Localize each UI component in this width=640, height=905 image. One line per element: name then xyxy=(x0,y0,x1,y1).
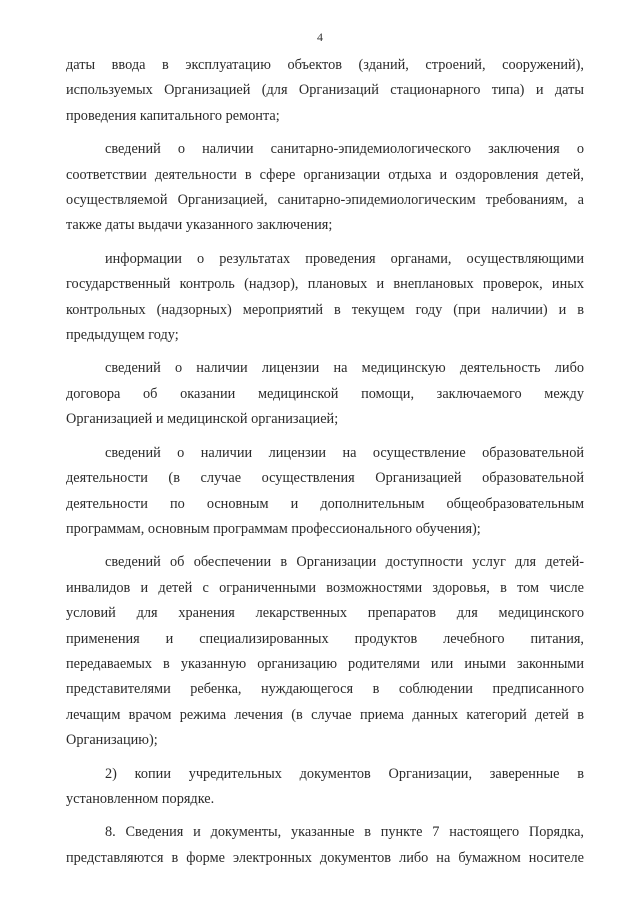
text-line: сведений о наличии санитарно-эпидемиологического заключения о xyxy=(105,141,584,158)
text-line: применения и специализированных продуктов лечебного питания, xyxy=(66,630,584,647)
text-line: также даты выдачи указанного заключения; xyxy=(66,217,333,234)
paragraph xyxy=(66,137,584,239)
page-number: 4 xyxy=(317,30,323,44)
paragraph xyxy=(66,247,584,349)
paragraph xyxy=(66,356,584,432)
text-line: установленном порядке. xyxy=(66,790,215,807)
text-line: проведения капитального ремонта; xyxy=(66,107,280,124)
document-body xyxy=(66,53,584,871)
text-line: представителями ребенка, нуждающегося в соблюдении предписанного xyxy=(66,681,584,698)
text-line: даты ввода в эксплуатацию объектов (зданий, строений, сооружений), xyxy=(66,57,584,73)
text-line: государственный контроль (надзор), плановых и внеплановых проверок, иных xyxy=(66,276,584,293)
text-line: используемых Организацией (для Организаций стационарного типа) и даты xyxy=(66,82,584,99)
text-line: 8. Сведения и документы, указанные в пункте 7 настоящего Порядка, xyxy=(105,824,584,841)
text-line: передаваемых в указанную организацию родителями или иными законными xyxy=(66,655,584,672)
paragraph xyxy=(66,441,584,543)
paragraph xyxy=(66,820,584,871)
paragraph xyxy=(66,550,584,753)
paragraph xyxy=(66,762,584,813)
text-line: программам, основным программам профессионального обучения); xyxy=(66,520,481,537)
text-line: договора об оказании медицинской помощи, заключаемого между xyxy=(66,385,584,402)
paragraph xyxy=(66,53,584,129)
text-line: Организацию); xyxy=(66,732,158,749)
text-line: деятельности (в случае осуществления Организацией образовательной xyxy=(66,470,584,487)
text-line: 2) копии учредительных документов Организации, заверенные в xyxy=(105,765,584,782)
text-line: лечащим врачом режима лечения (в случае приема данных категорий детей в xyxy=(66,706,584,723)
text-line: условий для хранения лекарственных препаратов для медицинского xyxy=(66,605,584,622)
text-line: сведений об обеспечении в Организации доступности услуг для детей- xyxy=(105,554,584,571)
text-line: предыдущем году; xyxy=(66,327,179,344)
text-line: информации о результатах проведения органами, осуществляющими xyxy=(105,250,584,267)
text-line: сведений о наличии лицензии на медицинскую деятельность либо xyxy=(105,360,584,377)
text-line: инвалидов и детей с ограниченными возможностями здоровья, в том числе xyxy=(66,579,584,596)
text-line: контрольных (надзорных) мероприятий в текущем году (при наличии) и в xyxy=(66,301,584,318)
text-line: Организацией и медицинской организацией; xyxy=(66,411,339,428)
text-line: деятельности по основным и дополнительным общеобразовательным xyxy=(66,495,584,512)
text-line: сведений о наличии лицензии на осуществление образовательной xyxy=(105,444,584,461)
text-line: соответствии деятельности в сфере организации отдыха и оздоровления детей, xyxy=(66,166,584,183)
text-line: осуществляемой Организацией, санитарно-эпидемиологическим требованиям, а xyxy=(66,192,584,209)
text-line: представляются в форме электронных документов либо на бумажном носителе xyxy=(66,849,584,866)
